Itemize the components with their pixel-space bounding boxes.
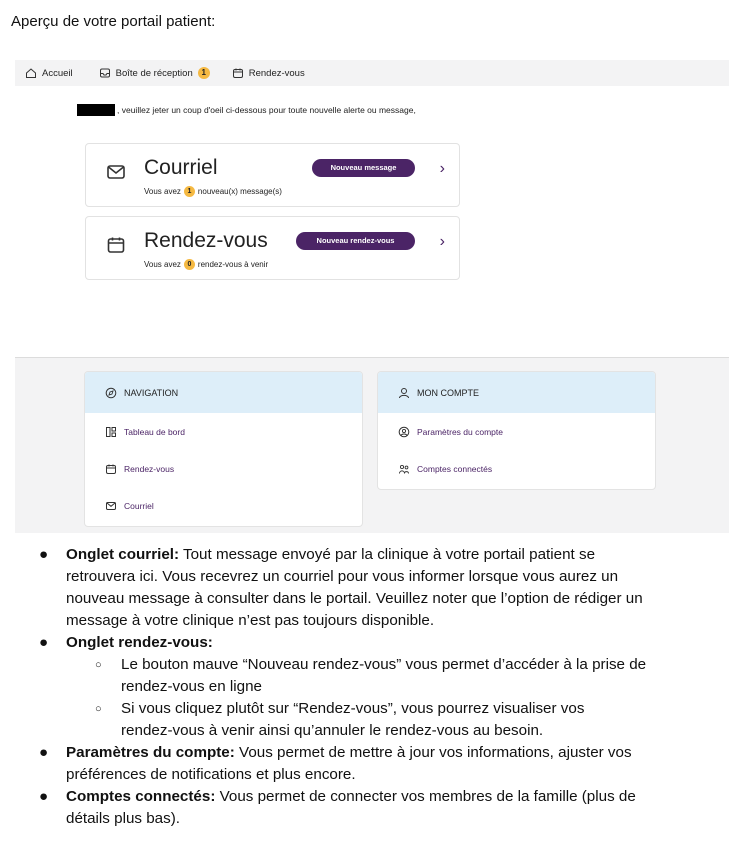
sub-bullet-line: Si vous cliquez plutôt sur “Rendez-vous”, vous pourrez visualiser vos	[121, 700, 585, 717]
redacted-name	[77, 104, 115, 116]
nav-link-appointments-label: Rendez-vous	[124, 463, 175, 474]
bullet-appointments-title: Onglet rendez-vous:	[66, 634, 213, 651]
bullet-settings-line: préférences de notifications et plus encore.	[66, 766, 356, 783]
appointments-card-title: Rendez-vous	[144, 229, 268, 252]
navigation-panel-header	[85, 372, 362, 413]
mail-count-badge: 1	[184, 186, 195, 197]
bullet-mail	[66, 544, 716, 632]
home-icon	[25, 67, 37, 79]
user-icon	[398, 387, 410, 399]
appointment-count-badge: 0	[184, 259, 195, 270]
bullet-connected-accounts	[66, 786, 716, 830]
nav-inbox-label: Boîte de réception	[115, 67, 193, 79]
user-settings-icon	[398, 426, 410, 438]
greeting	[77, 104, 416, 116]
nav-home-label: Accueil	[42, 67, 73, 79]
bullet-connected-line: détails plus bas).	[66, 810, 180, 827]
bullet-connected-title: Comptes connectés:	[66, 788, 216, 805]
account-panel-header	[378, 372, 655, 413]
mail-card-subtitle	[144, 186, 282, 197]
bullet-settings-line: Vous permet de mettre à jour vos informations, ajuster vos	[234, 744, 632, 761]
navigation-panel-title: NAVIGATION	[124, 387, 179, 398]
bullet-mail-line: Tout message envoyé par la clinique à votre portail patient se	[179, 546, 596, 563]
bullet-connected-line: Vous permet de connecter vos membres de la famille (plus de	[215, 788, 636, 805]
nav-link-mail[interactable]	[85, 487, 362, 524]
bullet-mail-line: message à votre clinique n’est pas toujours disponible.	[66, 612, 435, 629]
appointments-card[interactable]	[85, 216, 460, 280]
chevron-right-icon[interactable]: ›	[439, 233, 445, 250]
bullet-dot: ●	[39, 634, 49, 651]
new-message-button[interactable]: Nouveau message	[312, 159, 415, 177]
intro-text: Aperçu de votre portail patient:	[11, 13, 216, 30]
nav-link-mail-label: Courriel	[124, 500, 154, 511]
nav-home[interactable]	[25, 67, 73, 79]
top-navigation	[15, 60, 729, 86]
bullet-dot: ●	[39, 546, 49, 563]
mail-sub-suffix: nouveau(x) message(s)	[197, 187, 282, 196]
mail-card[interactable]	[85, 143, 460, 207]
appointments-card-subtitle	[144, 259, 268, 270]
bullet-mail-line: retrouvera ici. Vous recevrez un courriel pour vous informer lorsque vous aurez un	[66, 568, 619, 585]
sub-bullet-circle: ○	[95, 703, 102, 715]
calendar-icon	[106, 235, 126, 255]
account-link-connected[interactable]	[378, 450, 655, 487]
dashboard-main	[15, 86, 729, 357]
sub-bullet-circle: ○	[95, 659, 102, 671]
calendar-icon	[105, 463, 117, 475]
chevron-right-icon[interactable]: ›	[439, 160, 445, 177]
account-panel-title: MON COMPTE	[417, 387, 479, 398]
envelope-icon	[106, 162, 126, 182]
compass-icon	[105, 387, 117, 399]
bullet-settings-title: Paramètres du compte:	[66, 744, 235, 761]
nav-link-dashboard[interactable]	[85, 413, 362, 450]
inbox-count-badge: 1	[198, 67, 210, 79]
account-link-settings-label: Paramètres du compte	[417, 426, 503, 437]
account-panel	[377, 371, 656, 490]
account-link-connected-label: Comptes connectés	[417, 463, 493, 474]
sub-bullet-line: rendez-vous à venir ainsi qu’annuler le rendez-vous au besoin.	[121, 722, 544, 739]
account-link-settings[interactable]	[378, 413, 655, 450]
appt-sub-suffix: rendez-vous à venir	[197, 260, 269, 269]
bullet-mail-title: Onglet courriel:	[66, 546, 180, 563]
bullet-account-settings	[66, 742, 716, 786]
nav-link-appointments[interactable]	[85, 450, 362, 487]
portal-screenshot	[15, 60, 729, 533]
sub-bullet-view-appointments	[121, 698, 716, 742]
nav-link-dashboard-label: Tableau de bord	[124, 426, 185, 437]
navigation-panel	[84, 371, 363, 527]
nav-appointments[interactable]	[232, 67, 305, 79]
sub-bullet-new-appointment	[121, 654, 716, 698]
bullet-dot: ●	[39, 788, 49, 805]
inbox-icon	[99, 67, 111, 79]
nav-inbox[interactable]	[99, 67, 210, 79]
dashboard-icon	[105, 426, 117, 438]
mail-card-title: Courriel	[144, 156, 218, 179]
bullet-mail-line: nouveau message à consulter dans le portail. Veuillez noter que l’option de rédiger un	[66, 590, 643, 607]
family-icon	[398, 463, 410, 475]
sub-bullet-line: rendez-vous en ligne	[121, 678, 262, 695]
calendar-icon	[232, 67, 244, 79]
bullet-dot: ●	[39, 744, 49, 761]
envelope-icon	[105, 500, 117, 512]
appt-sub-prefix: Vous avez	[144, 260, 181, 269]
nav-appointments-label: Rendez-vous	[248, 67, 305, 79]
greeting-text: , veuillez jeter un coup d'oeil ci-dessous pour toute nouvelle alerte ou message,	[117, 105, 416, 115]
new-appointment-button[interactable]: Nouveau rendez-vous	[296, 232, 415, 250]
sub-bullet-line: Le bouton mauve “Nouveau rendez-vous” vous permet d’accéder à la prise de	[121, 656, 647, 673]
divider	[15, 357, 729, 358]
mail-sub-prefix: Vous avez	[144, 187, 181, 196]
bullet-appointments	[66, 632, 716, 654]
